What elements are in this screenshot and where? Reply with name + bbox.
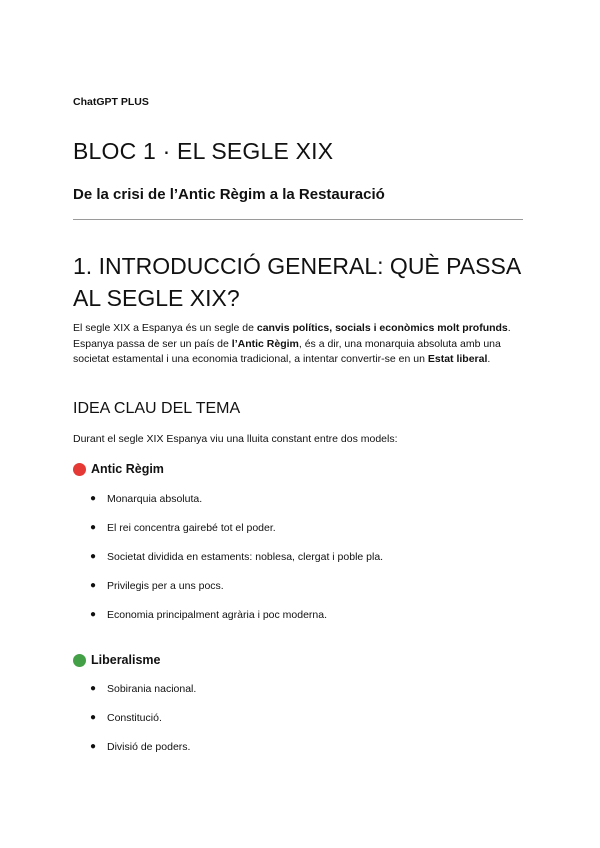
intro-text: Espanya passa de ser un país de <box>73 337 232 350</box>
list-item-text: Monarquia absoluta. <box>107 493 203 505</box>
model-title-liberalisme <box>73 653 160 667</box>
source-label: ChatGPT PLUS <box>73 96 149 108</box>
list-item-text: El rei concentra gairebé tot el poder. <box>107 522 276 534</box>
bullet-icon: ● <box>90 522 97 533</box>
bullet-icon: ● <box>90 683 97 694</box>
bullet-icon: ● <box>90 712 97 723</box>
list-item-text: Privilegis per a uns pocs. <box>107 580 224 592</box>
intro-paragraph <box>73 321 533 368</box>
intro-emphasis: canvis polítics, socials i econòmics molt profunds <box>256 322 508 334</box>
section-heading: 1. INTRODUCCIÓ GENERAL: QUÈ PASSA AL SEGLE XIX? <box>73 253 520 311</box>
intro-text: . <box>487 353 491 365</box>
list-item-text: Societat dividida en estaments: noblesa, clergat i poble pla. <box>107 551 384 563</box>
bullet-icon: ● <box>90 580 97 591</box>
intro-text: . <box>507 322 511 334</box>
bullet-icon: ● <box>90 493 97 504</box>
intro-emphasis: l’Antic Règim <box>231 337 299 350</box>
list-item-text: Economia principalment agrària i poc moderna. <box>107 609 328 621</box>
list-item-text: Sobirania nacional. <box>107 683 197 695</box>
horizontal-rule <box>73 219 523 220</box>
model-title-label: Liberalisme <box>91 653 161 667</box>
model-title-label: Antic Règim <box>91 462 164 476</box>
list-item-text: Divisió de poders. <box>107 741 191 753</box>
document-title: BLOC 1 · EL SEGLE XIX <box>73 138 334 164</box>
bullet-icon: ● <box>90 551 97 562</box>
intro-emphasis: Estat liberal <box>427 353 488 365</box>
intro-text: El segle XIX a Espanya és un segle de <box>73 322 257 334</box>
lead-paragraph: Durant el segle XIX Espanya viu una lluita constant entre dos models: <box>73 433 398 445</box>
list-item-text: Constitució. <box>107 712 162 724</box>
document-subtitle: De la crisi de l’Antic Règim a la Restauració <box>73 186 385 203</box>
intro-text: , és a dir, una monarquia absoluta amb una societat estamental i una economia tradicional, a intentar convertir-se en un <box>73 337 501 365</box>
idea-heading: IDEA CLAU DEL TEMA <box>73 400 241 417</box>
bullet-icon: ● <box>90 741 97 752</box>
model-title-antic-regim <box>73 462 164 476</box>
green-circle-icon <box>73 654 86 667</box>
bullet-icon: ● <box>90 609 97 620</box>
red-circle-icon <box>73 463 86 476</box>
